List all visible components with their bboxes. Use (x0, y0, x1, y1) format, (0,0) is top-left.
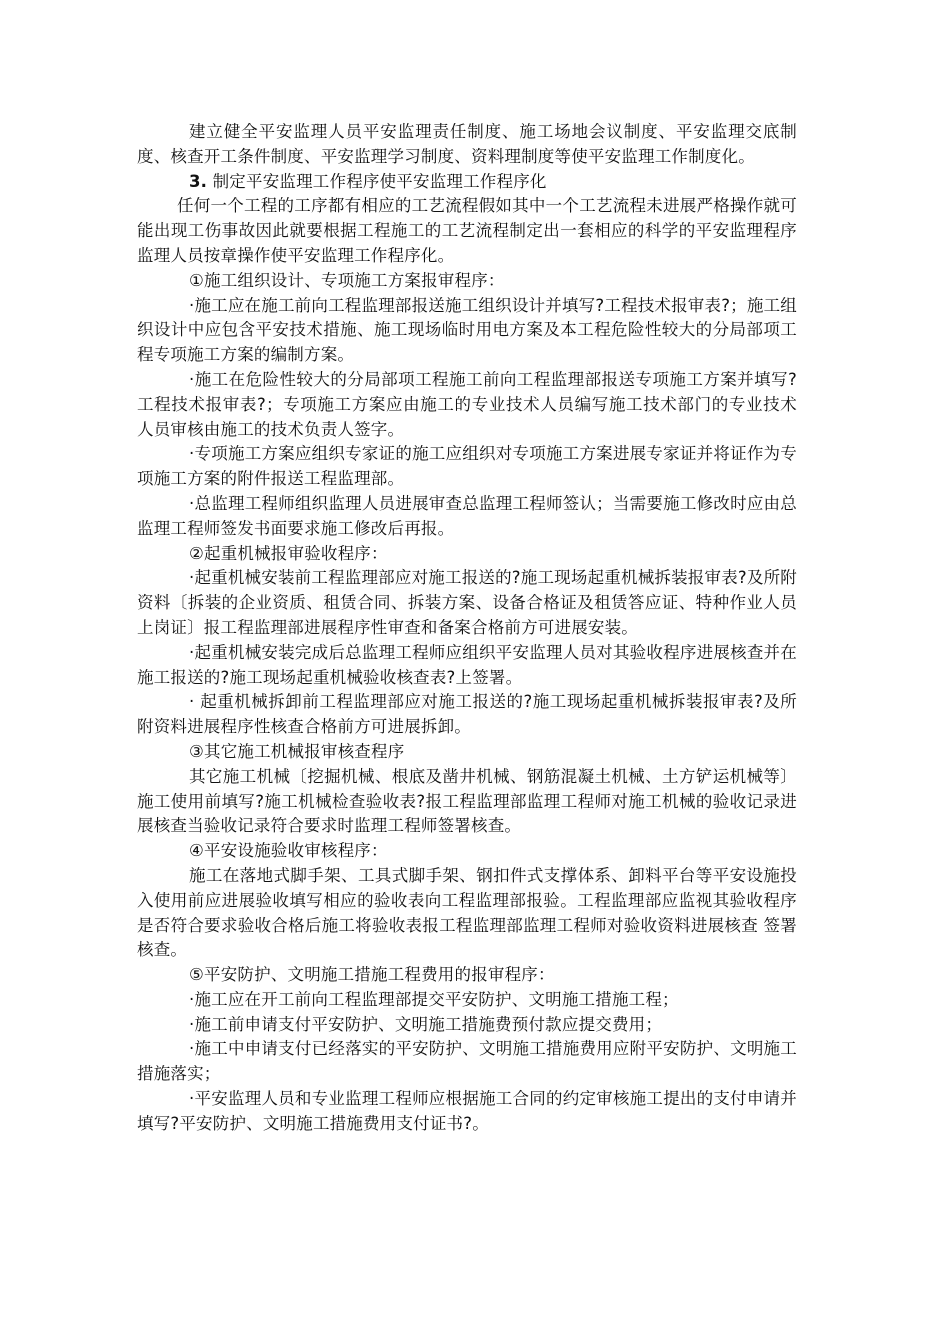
section-heading-3 (137, 170, 797, 195)
subheading-4: ④平安设施验收审核程序： (189, 841, 388, 861)
list-item: ·专项施工方案应组织专家证的施工应组织对专项施工方案进展专家证并将证作为专项施工方案的附件报送工程监理部。 (137, 444, 797, 489)
document-body (137, 120, 797, 1137)
subheading-5: ⑤平安防护、文明施工措施工程费用的报审程序： (189, 965, 555, 985)
heading-number: 3. (189, 171, 208, 191)
list-item: ·起重机械安装完成后总监理工程师应组织平安监理人员对其验收程序进展核查并在施工报送的?施工现场起重机械验收核查表?上签署。 (137, 642, 797, 687)
list-item: ·施工在危险性较大的分局部项工程施工前向工程监理部报送专项施工方案并填写?工程技术报审表?；专项施工方案应由施工的专业技术人员编写施工技术部门的专业技术人员审核由施工的技术负责人签字。 (137, 369, 797, 439)
list-item: ·总监理工程师组织监理人员进展审查总监理工程师签认；当需要施工修改时应由总监理工程师签发书面要求施工修改后再报。 (137, 493, 797, 538)
list-item: ·施工应在施工前向工程监理部报送施工组织设计并填写?工程技术报审表?；施工组织设计中应包含平安技术措施、施工现场临时用电方案及本工程危险性较大的分局部项工程专项施工方案的编制方案。 (137, 295, 797, 365)
paragraph-safety-systems: 建立健全平安监理人员平安监理责任制度、施工场地会议制度、平安监理交底制度、核查开工条件制度、平安监理学习制度、资料理制度等使平安监理工作制度化。 (137, 122, 797, 166)
subheading-2: ②起重机械报审验收程序： (189, 543, 388, 563)
subheading-1: ①施工组织设计、专项施工方案报审程序： (189, 270, 505, 290)
list-item: ·施工应在开工前向工程监理部提交平安防护、文明施工措施工程； (189, 989, 679, 1009)
list-item: ·起重机械安装前工程监理部应对施工报送的?施工现场起重机械拆装报审表?及所附资料〔拆装的企业资质、租赁合同、拆装方案、设备合格证及租赁答应证、特种作业人员上岗证〕报工程监理部进展程序性审查和备案合格前方可进展安装。 (137, 568, 797, 637)
list-item: · 起重机械拆卸前工程监理部应对施工报送的?施工现场起重机械拆装报审表?及所附资料进展程序性核查合格前方可进展拆卸。 (137, 692, 797, 737)
paragraph-process-intro: 任何一个工程的工序都有相应的工艺流程假如其中一个工艺流程未进展严格操作就可能出现工伤事故因此就要根据工程施工的工艺流程制定出一套相应的科学的平安监理程序监理人员按章操作使平安监理工作程序化。 (137, 196, 797, 265)
paragraph-other-machinery: 其它施工机械〔挖掘机械、根底及凿井机械、钢筋混凝土机械、土方铲运机械等〕施工使用前填写?施工机械检查验收表?报工程监理部监理工程师对施工机械的验收记录进展核查当验收记录符合要求时监理工程师签署核查。 (137, 766, 797, 836)
subheading-3: ③其它施工机械报审核查程序 (189, 741, 405, 761)
heading-text: 制定平安监理工作程序使平安监理工作程序化 (212, 171, 547, 191)
list-item: ·平安监理人员和专业监理工程师应根据施工合同的约定审核施工提出的支付申请并填写?平安防护、文明施工措施费用支付证书?。 (137, 1089, 797, 1133)
list-item: ·施工前申请支付平安防护、文明施工措施费预付款应提交费用； (189, 1014, 663, 1034)
list-item: ·施工中申请支付已经落实的平安防护、文明施工措施费用应附平安防护、文明施工措施落实； (137, 1039, 797, 1084)
paragraph-safety-facilities: 施工在落地式脚手架、工具式脚手架、钢扣件式支撑体系、卸料平台等平安设施投入使用前应进展验收填写相应的验收表向工程监理部报验。工程监理部应监视其验收程序是否符合要求验收合格后施工将验收表报工程监理部监理工程师对验收资料进展核查 签署核查。 (137, 865, 797, 960)
